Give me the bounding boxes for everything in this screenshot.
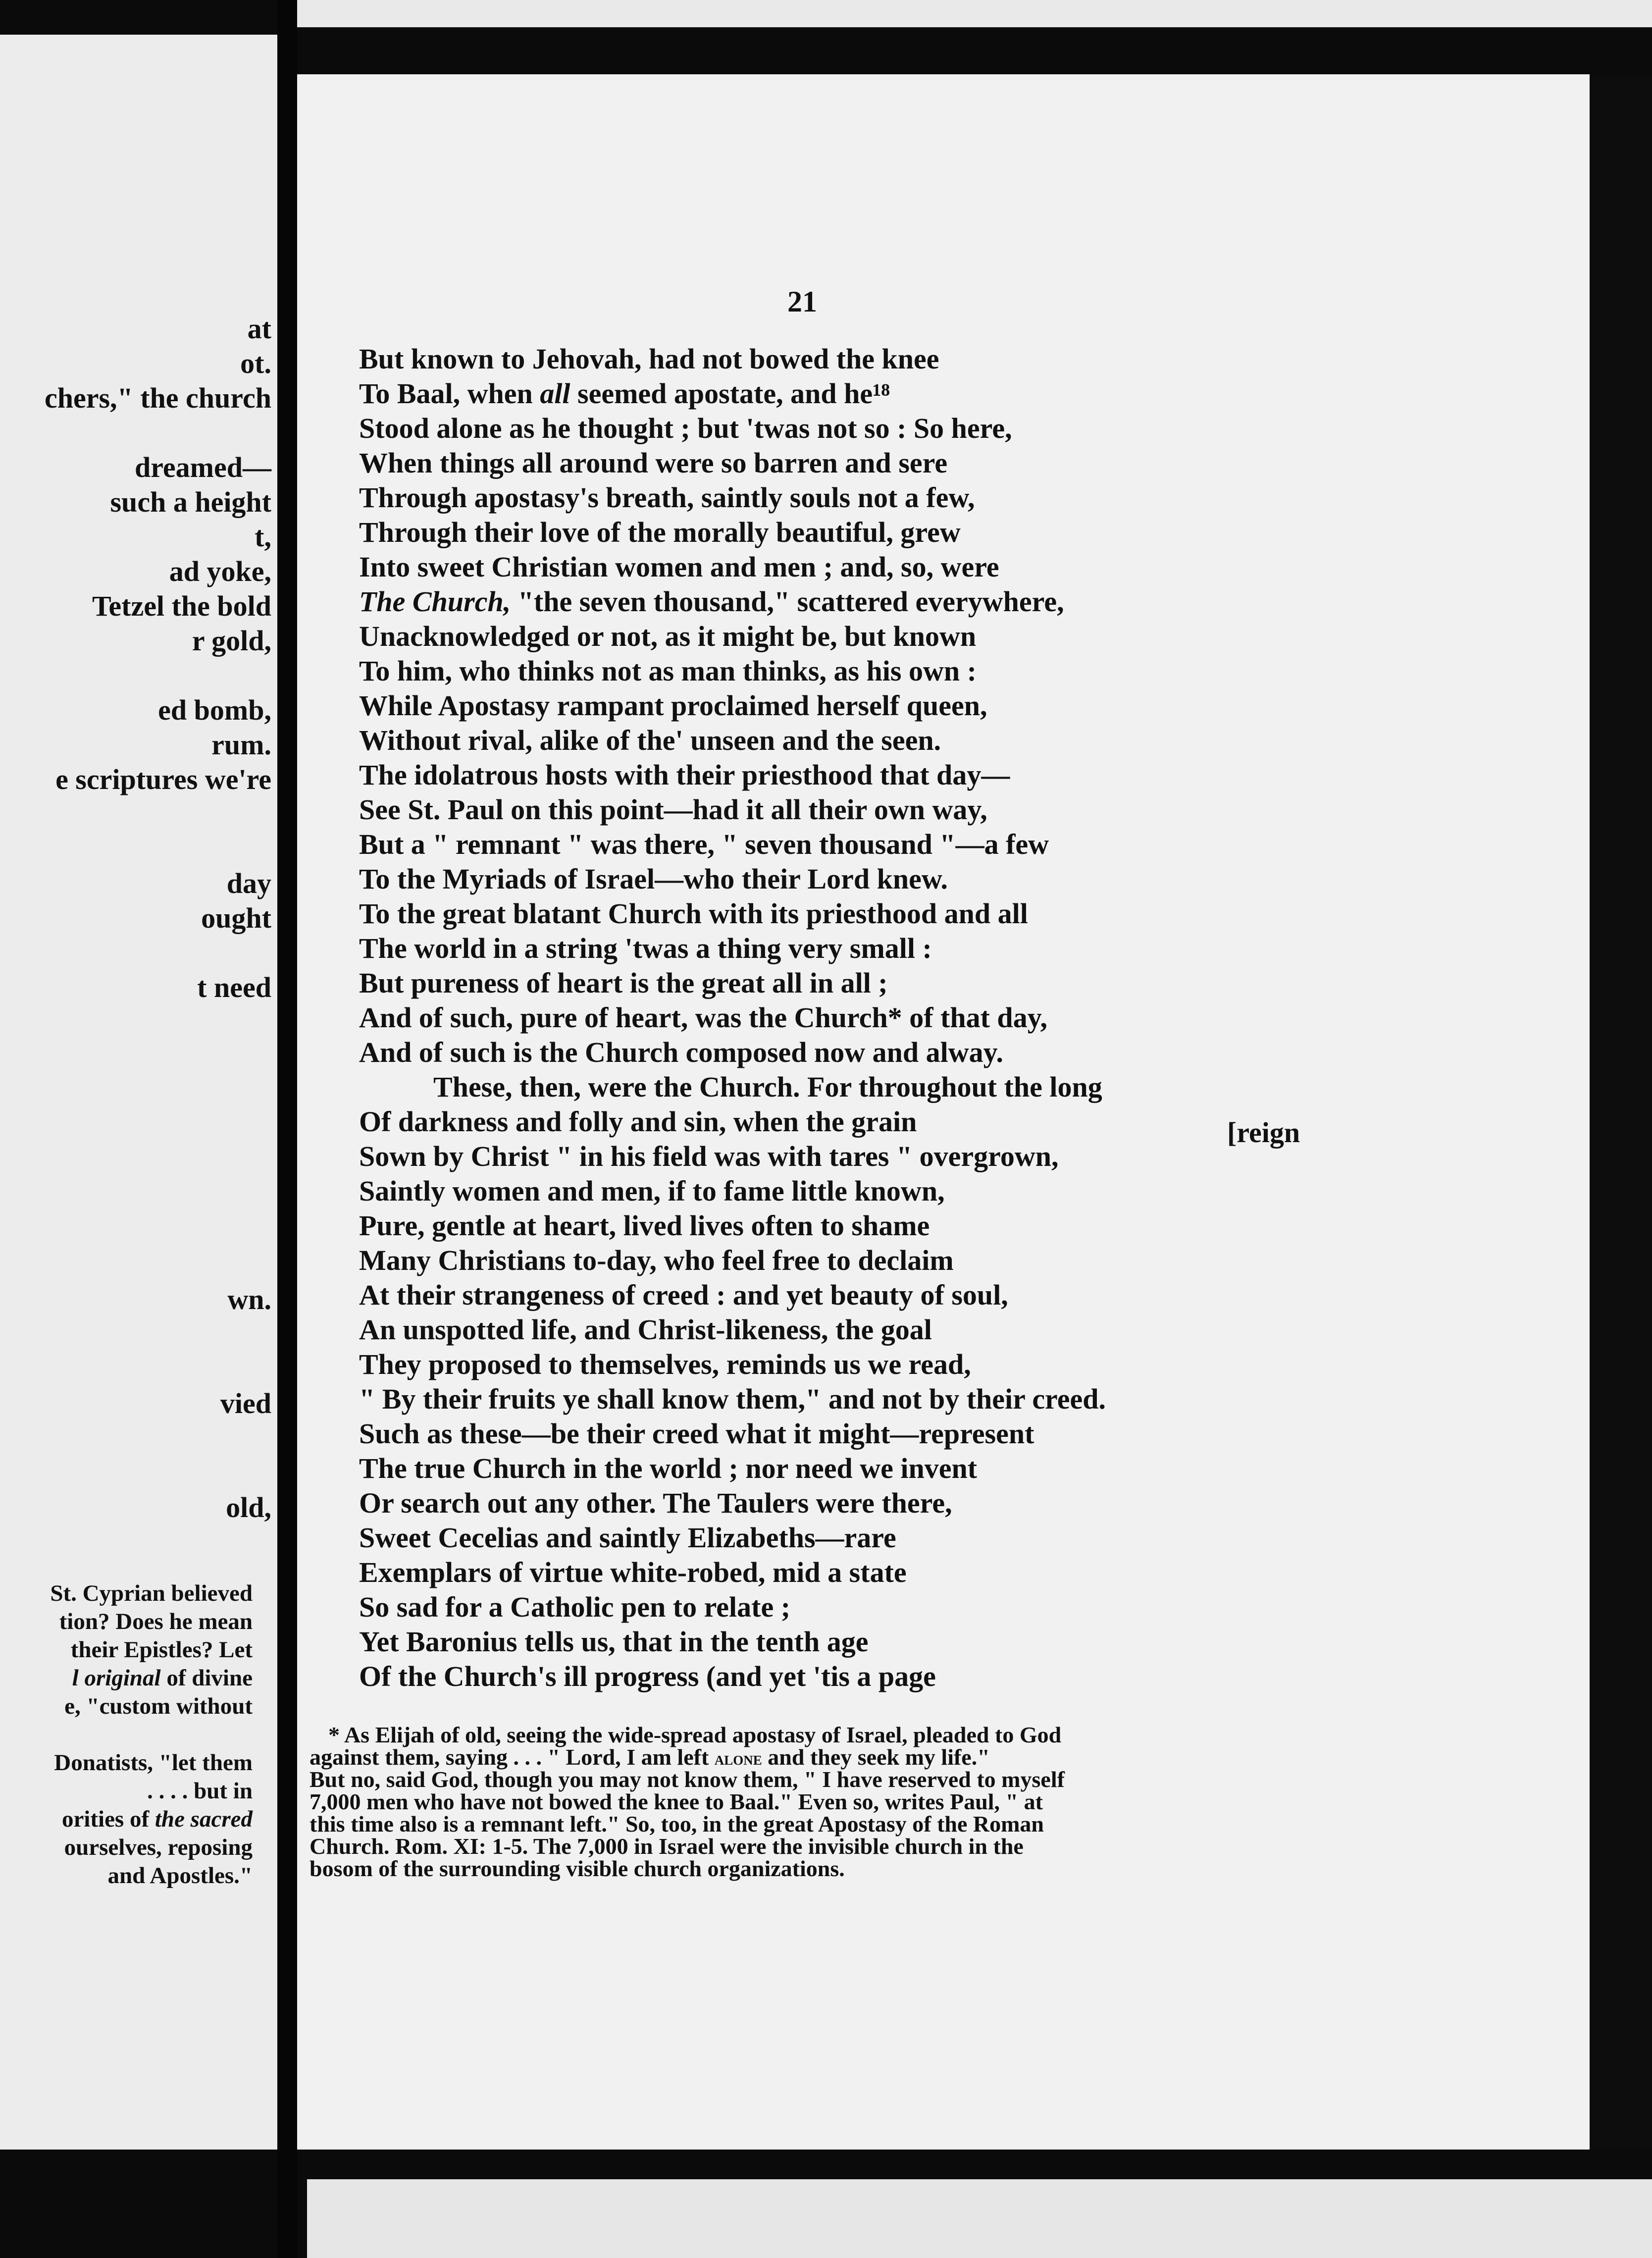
poem-line: The world in a string 'twas a thing very small : bbox=[359, 932, 932, 964]
poem-line: But pureness of heart is the great all in all ; bbox=[359, 967, 888, 999]
margin-note: [reign bbox=[1227, 1116, 1300, 1149]
poem-line: Through apostasy's breath, saintly souls not a few, bbox=[359, 481, 975, 514]
poem-line: Into sweet Christian women and men ; and, so, were bbox=[359, 551, 999, 583]
left-footnote-line: Donatists, "let them bbox=[54, 1750, 253, 1776]
left-page-line: t, bbox=[255, 521, 271, 553]
left-page-line: dreamed— bbox=[134, 451, 271, 483]
left-footnote-line: their Epistles? Let bbox=[70, 1637, 253, 1663]
poem-line: See St. Paul on this point—had it all their own way, bbox=[359, 793, 987, 826]
poem-line: Such as these—be their creed what it might—represent bbox=[359, 1418, 1034, 1450]
right-edge bbox=[1590, 74, 1652, 2150]
poem-line: Saintly women and men, if to fame little known, bbox=[359, 1175, 945, 1207]
poem-line: Yet Baronius tells us, that in the tenth age bbox=[359, 1626, 869, 1658]
poem-line: Of darkness and folly and sin, when the grain bbox=[359, 1105, 917, 1138]
poem-line: Pure, gentle at heart, lived lives often to shame bbox=[359, 1209, 930, 1242]
left-page-line: day bbox=[226, 867, 271, 899]
poem-line: Sown by Christ " in his field was with tares " overgrown, bbox=[359, 1140, 1059, 1172]
poem-line: " By their fruits ye shall know them," and not by their creed. bbox=[359, 1383, 1106, 1415]
left-page bbox=[0, 35, 277, 2150]
left-page-line: old, bbox=[226, 1491, 271, 1523]
poem-line: The Church, "the seven thousand," scattered everywhere, bbox=[359, 585, 1064, 618]
poem-line: These, then, were the Church. For throughout the long bbox=[433, 1071, 1102, 1103]
left-page-line: Tetzel the bold bbox=[92, 590, 271, 622]
poem-line: Of the Church's ill progress (and yet 'tis a page bbox=[359, 1660, 936, 1692]
footnote-line: But no, said God, though you may not know them, " I have reserved to myself bbox=[310, 1767, 1065, 1792]
left-footnote-line: St. Cyprian believed bbox=[50, 1580, 253, 1606]
left-footnote-line: orities of the sacred bbox=[61, 1806, 253, 1832]
poem-line: Or search out any other. The Taulers were there, bbox=[359, 1487, 952, 1519]
left-footnote-line: e, "custom without bbox=[64, 1693, 253, 1719]
page-number: 21 bbox=[787, 285, 817, 318]
left-page-line: t need bbox=[197, 971, 271, 1003]
poem-line: Many Christians to-day, who feel free to declaim bbox=[359, 1244, 954, 1276]
poem-line: Without rival, alike of the' unseen and the seen. bbox=[359, 724, 941, 756]
footnote-line: against them, saying . . . " Lord, I am left alone and they seek my life." bbox=[310, 1744, 990, 1770]
left-page-line: ed bomb, bbox=[158, 694, 271, 726]
poem-line: And of such is the Church composed now and alway. bbox=[359, 1036, 1003, 1068]
poem-line: When things all around were so barren and sere bbox=[359, 447, 948, 479]
left-footnote-line: and Apostles." bbox=[107, 1863, 253, 1889]
left-page-line: ought bbox=[201, 902, 271, 934]
poem-line: Stood alone as he thought ; but 'twas not so : So here, bbox=[359, 412, 1012, 444]
poem-line: While Apostasy rampant proclaimed herself queen, bbox=[359, 689, 987, 722]
left-page-line: wn. bbox=[227, 1283, 271, 1315]
poem-line: Unacknowledged or not, as it might be, but known bbox=[359, 620, 977, 652]
left-page-line: rum. bbox=[211, 729, 271, 761]
footnote bbox=[310, 1724, 1310, 1880]
footnote-line: 7,000 men who have not bowed the knee to Baal." Even so, writes Paul, " at bbox=[310, 1789, 1043, 1814]
poem-line: At their strangeness of creed : and yet beauty of soul, bbox=[359, 1279, 1008, 1311]
footnote-line: * As Elijah of old, seeing the wide-spread apostasy of Israel, pleaded to God bbox=[328, 1722, 1062, 1747]
left-footnote-line: . . . . but in bbox=[147, 1778, 253, 1804]
adjacent-page-bottom bbox=[307, 2179, 1652, 2258]
poem-line: Sweet Cecelias and saintly Elizabeths—rare bbox=[359, 1522, 896, 1554]
poem-line: To Baal, when all seemed apostate, and he¹⁸ bbox=[359, 377, 890, 410]
footnote-line: bosom of the surrounding visible church organizations. bbox=[310, 1856, 845, 1881]
left-page-line: r gold, bbox=[192, 625, 271, 657]
poem-line: But known to Jehovah, had not bowed the knee bbox=[359, 343, 939, 375]
left-page-line: vied bbox=[220, 1387, 271, 1419]
left-footnote-line: l original of divine bbox=[72, 1665, 253, 1691]
left-page-line: at bbox=[247, 313, 271, 345]
poem-line: The idolatrous hosts with their priesthood that day— bbox=[359, 759, 1010, 791]
poem-line: An unspotted life, and Christ-likeness, the goal bbox=[359, 1313, 932, 1346]
poem-line: The true Church in the world ; nor need we invent bbox=[359, 1452, 978, 1484]
adjacent-page-top bbox=[277, 0, 1652, 27]
left-page-line: ot. bbox=[240, 347, 271, 379]
left-page-line: e scriptures we're bbox=[55, 763, 271, 795]
poem-line: To him, who thinks not as man thinks, as his own : bbox=[359, 655, 977, 687]
poem-line: But a " remnant " was there, " seven thousand "—a few bbox=[359, 828, 1049, 860]
left-page-line: chers," the church bbox=[44, 382, 271, 414]
left-footnote-line: ourselves, reposing bbox=[64, 1835, 253, 1860]
left-page-line: such a height bbox=[110, 486, 271, 518]
footnote-line: Church. Rom. XI: 1-5. The 7,000 in Israel were the invisible church in the bbox=[310, 1834, 1024, 1859]
poem-line: Exemplars of virtue white-robed, mid a state bbox=[359, 1556, 907, 1588]
poem-line: So sad for a Catholic pen to relate ; bbox=[359, 1591, 791, 1623]
left-page-line: ad yoke, bbox=[169, 555, 271, 587]
poem-line: To the Myriads of Israel—who their Lord knew. bbox=[359, 863, 948, 895]
poem-line: They proposed to themselves, reminds us we read, bbox=[359, 1348, 971, 1380]
footnote-line: this time also is a remnant left." So, too, in the great Apostasy of the Roman bbox=[310, 1811, 1044, 1837]
poem-line: To the great blatant Church with its priesthood and all bbox=[359, 897, 1028, 930]
poem-body bbox=[359, 342, 1498, 1694]
poem-line: And of such, pure of heart, was the Church* of that day, bbox=[359, 1001, 1047, 1034]
page-gutter bbox=[277, 0, 297, 2258]
poem-line: Through their love of the morally beautiful, grew bbox=[359, 516, 961, 548]
left-footnote-line: tion? Does he mean bbox=[59, 1609, 253, 1634]
